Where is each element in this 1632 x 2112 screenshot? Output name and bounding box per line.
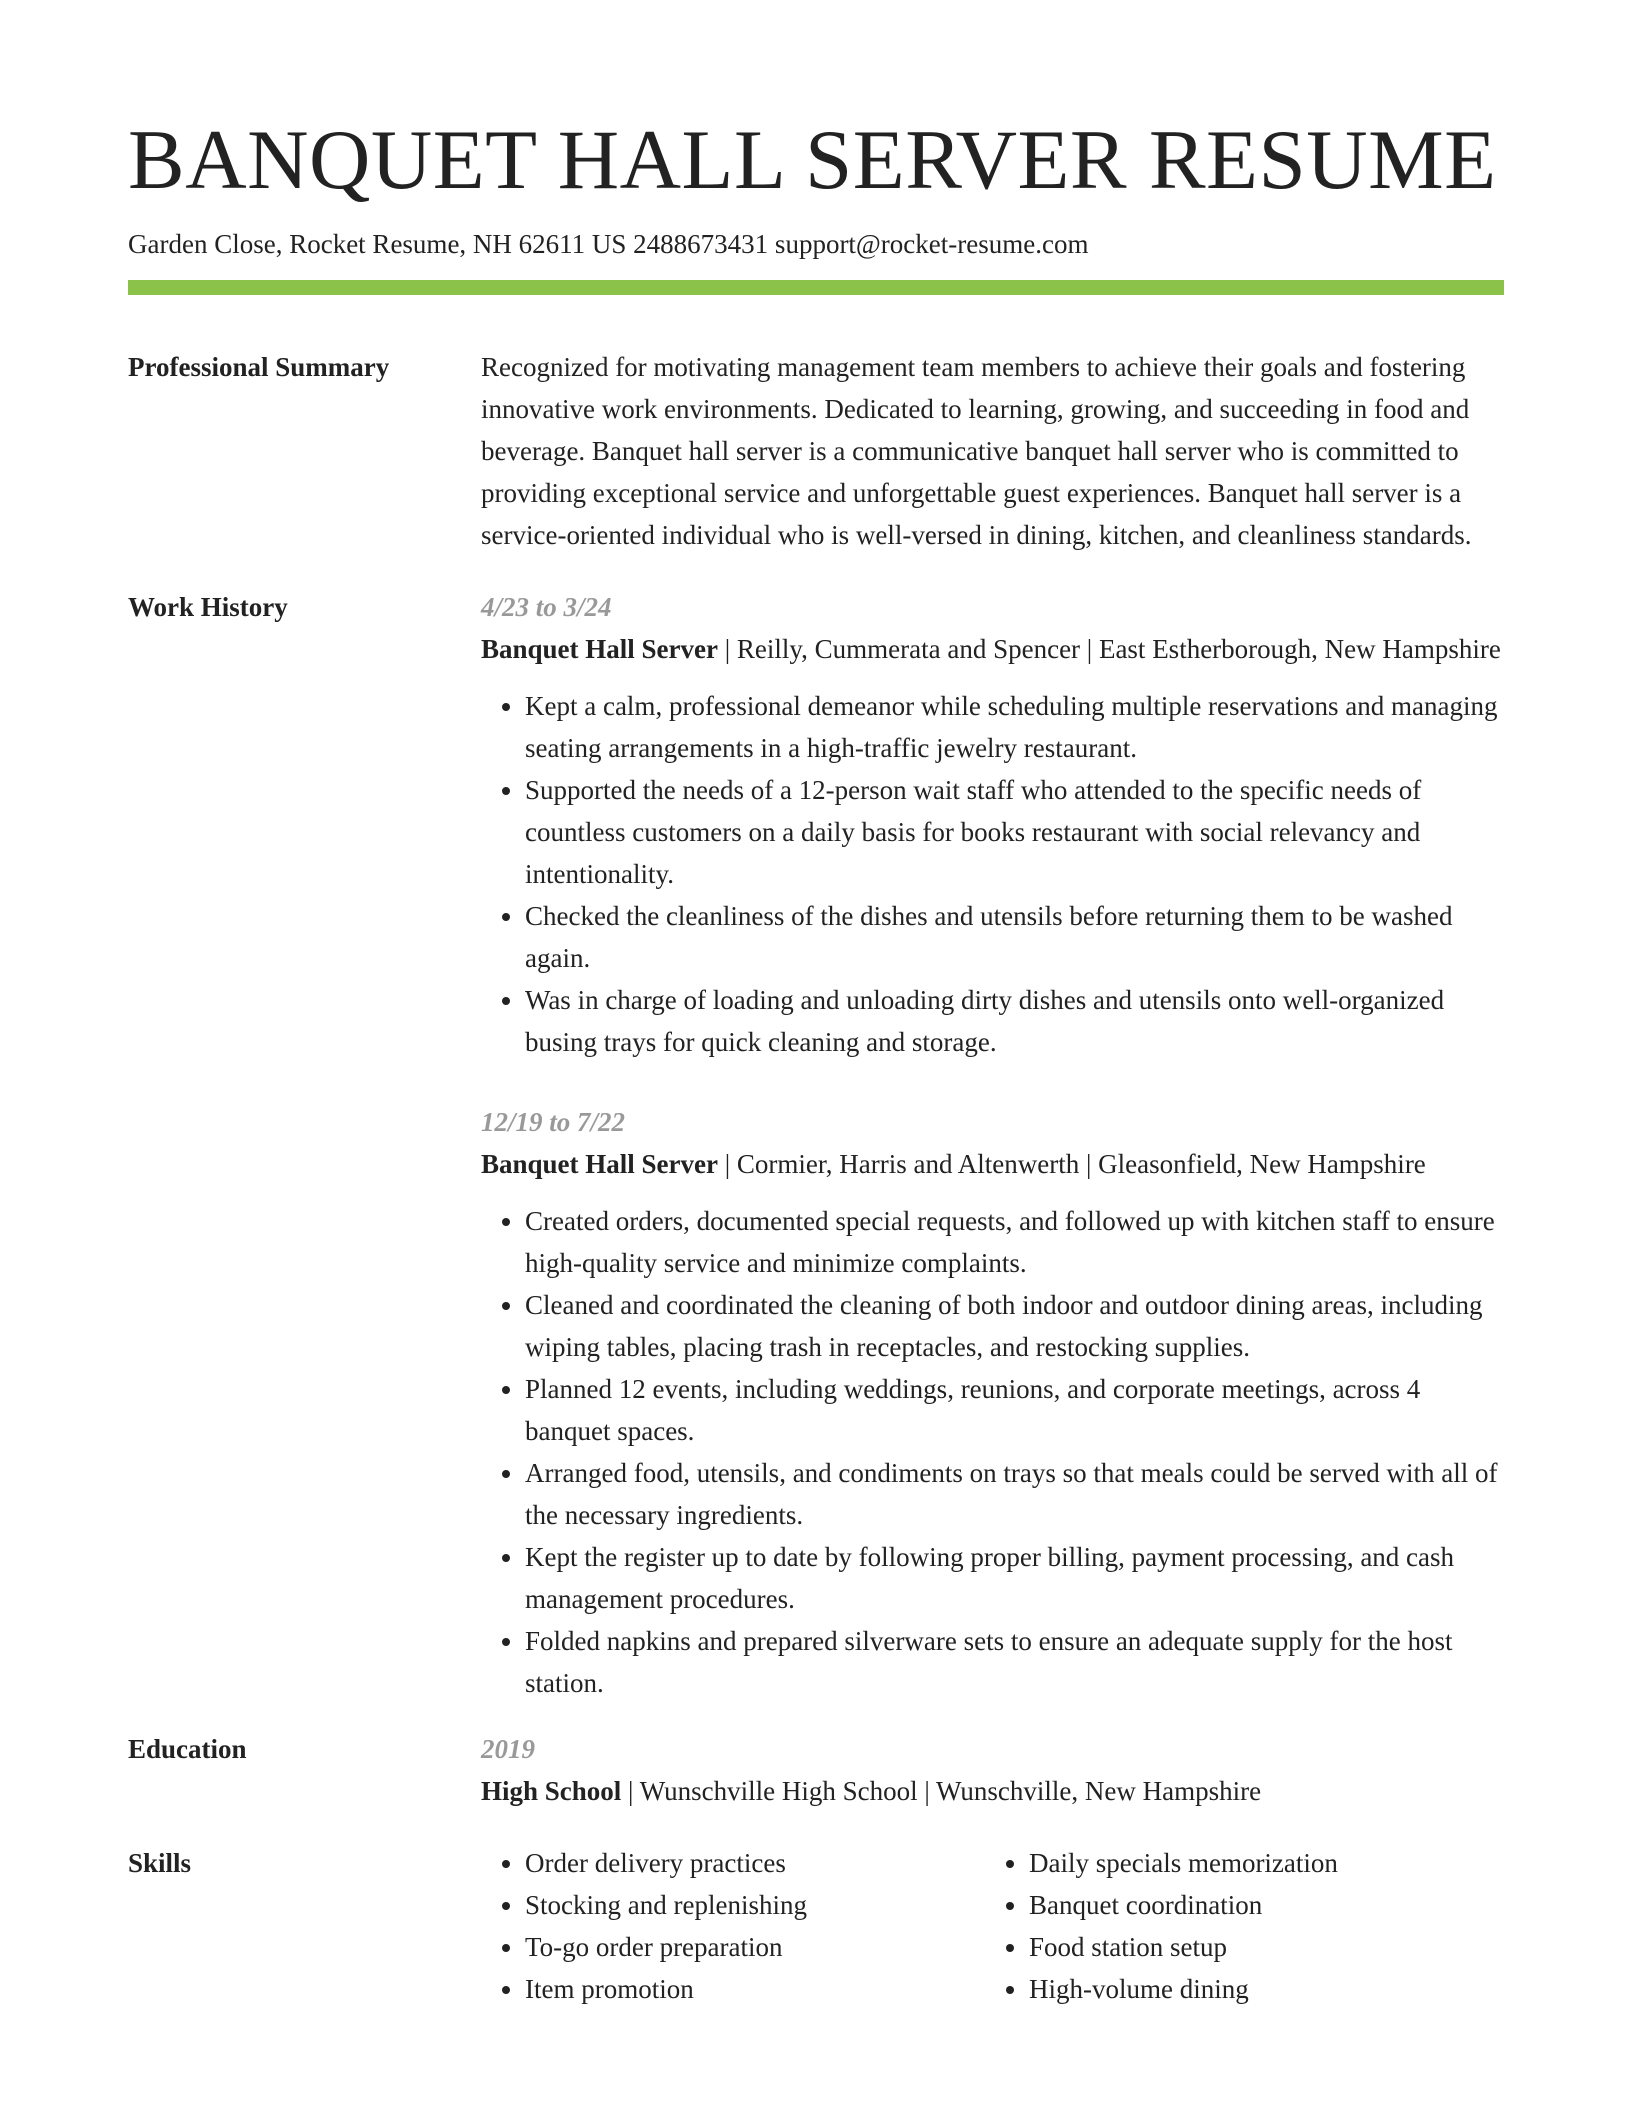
job-entry: [481, 1101, 1504, 1704]
list-item: • Kept a calm, professional demeanor while scheduling multiple reservations and managing seating arrangements in a high-traffic jewelry restaurant.: [525, 685, 1504, 769]
skills-columns: [481, 1842, 1504, 2010]
job-title: Banquet Hall Server: [481, 1149, 718, 1180]
work-history-section: [128, 586, 1504, 1704]
education-details: | Wunschville High School | Wunschville, New Hampshire: [621, 1776, 1262, 1807]
section-label-work: Work History: [128, 592, 288, 623]
education-degree: High School: [481, 1776, 622, 1807]
list-item: • To-go order preparation: [525, 1926, 985, 1968]
list-item: • Food station setup: [1029, 1926, 1489, 1968]
summary-text: Recognized for motivating management team members to achieve their goals and fostering innovative work environments. Dedicated to learning, growing, and succeeding in food and beverage. Banquet hall server is a communicative banquet hall server who is committed to providing exceptional service and unforgettable guest experiences. Banquet hall server is a service-oriented individual who is well-versed in dining, kitchen, and cleanliness standards.: [481, 352, 1472, 551]
skills-list-right: [985, 1842, 1489, 2010]
list-item: • Planned 12 events, including weddings, reunions, and corporate meetings, across 4 banquet spaces.: [525, 1368, 1504, 1452]
list-item: • Checked the cleanliness of the dishes and utensils before returning them to be washed again.: [525, 895, 1504, 979]
professional-summary-section: [128, 346, 1504, 556]
section-label-education: Education: [128, 1734, 247, 1765]
education-body: [481, 1728, 1504, 1812]
job-dates: 4/23 to 3/24: [481, 592, 612, 623]
list-item: • Banquet coordination: [1029, 1884, 1489, 1926]
job-bullets: [481, 685, 1504, 1063]
job-bullets: [481, 1200, 1504, 1704]
job-line: [481, 1143, 1504, 1185]
list-item: • Supported the needs of a 12-person wait staff who attended to the specific needs of countless customers on a daily basis for books restaurant with social relevancy and intentionality.: [525, 769, 1504, 895]
list-item: • High-volume dining: [1029, 1968, 1489, 2010]
list-item: • Folded napkins and prepared silverware sets to ensure an adequate supply for the host station.: [525, 1620, 1504, 1704]
education-section: [128, 1728, 1504, 1812]
work-history-body: [481, 586, 1504, 1704]
job-details: | Reilly, Cummerata and Spencer | East Estherborough, New Hampshire: [718, 634, 1501, 665]
list-item: • Order delivery practices: [525, 1842, 985, 1884]
list-item: • Item promotion: [525, 1968, 985, 2010]
job-entry: [481, 586, 1504, 1063]
job-title: Banquet Hall Server: [481, 634, 718, 665]
section-label-skills: Skills: [128, 1848, 192, 1879]
skills-body: [481, 1842, 1504, 2010]
job-details: | Cormier, Harris and Altenwerth | Gleasonfield, New Hampshire: [718, 1149, 1426, 1180]
job-line: [481, 628, 1504, 670]
list-item: • Stocking and replenishing: [525, 1884, 985, 1926]
list-item: • Arranged food, utensils, and condiments on trays so that meals could be served with all of the necessary ingredients.: [525, 1452, 1504, 1536]
accent-divider: [128, 280, 1504, 295]
list-item: • Was in charge of loading and unloading dirty dishes and utensils onto well-organized busing trays for quick cleaning and storage.: [525, 979, 1504, 1063]
list-item: • Created orders, documented special requests, and followed up with kitchen staff to ensure high-quality service and minimize complaints.: [525, 1200, 1504, 1284]
skills-section: [128, 1842, 1504, 2010]
list-item: • Cleaned and coordinated the cleaning of both indoor and outdoor dining areas, including wiping tables, placing trash in receptacles, and restocking supplies.: [525, 1284, 1504, 1368]
list-item: • Daily specials memorization: [1029, 1842, 1489, 1884]
skills-list-left: [481, 1842, 985, 2010]
contact-line: Garden Close, Rocket Resume, NH 62611 US 2488673431 support@rocket-resume.com: [128, 229, 1089, 259]
job-dates: 12/19 to 7/22: [481, 1107, 626, 1138]
education-line: [481, 1770, 1504, 1812]
section-label-summary: Professional Summary: [128, 352, 390, 383]
resume-title: BANQUET HALL SERVER RESUME: [128, 113, 1497, 207]
list-item: • Kept the register up to date by following proper billing, payment processing, and cash management procedures.: [525, 1536, 1504, 1620]
education-year: 2019: [481, 1734, 535, 1765]
